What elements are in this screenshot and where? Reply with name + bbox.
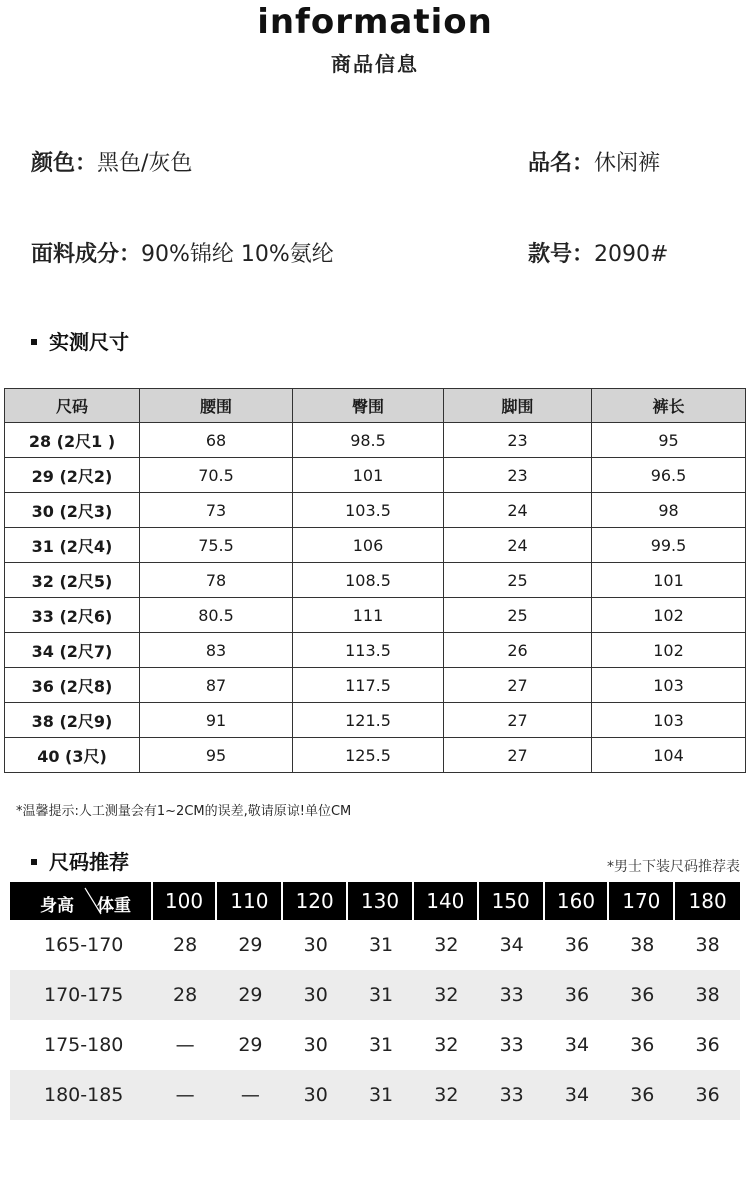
size-cell: 38 (2尺9) [5, 703, 140, 738]
recommended-size-cell: — [175, 1084, 195, 1106]
fabric-info [31, 237, 334, 268]
table-row [10, 1070, 740, 1120]
measurement-cell: 78 [140, 563, 293, 598]
measurement-cell: 104 [592, 738, 746, 773]
table-row [10, 970, 740, 1020]
measurement-cell: 125.5 [293, 738, 444, 773]
recommend-heading-text: 尺码推荐 [49, 850, 129, 874]
table-row [5, 633, 746, 668]
corner-header [10, 882, 153, 920]
recommended-size-cell: 38 [695, 934, 720, 956]
product-name-label: 品名： [528, 151, 595, 176]
recommended-size-cell: 30 [303, 984, 328, 1006]
measurement-cell: 68 [140, 423, 293, 458]
measurement-cell: 101 [592, 563, 746, 598]
recommend-subtitle: *男士下装尺码推荐表 [607, 859, 740, 875]
table-row [5, 423, 746, 458]
weight-header: 160 [545, 882, 610, 920]
column-header: 裤长 [592, 389, 746, 423]
recommended-size-cell: 32 [434, 1034, 459, 1056]
measurement-cell: 26 [444, 633, 592, 668]
recommended-size-cell: — [240, 1084, 260, 1106]
size-cell: 29 (2尺2) [5, 458, 140, 493]
measurement-cell: 91 [140, 703, 293, 738]
measurement-cell: 27 [444, 668, 592, 703]
table-row [5, 528, 746, 563]
measurement-cell: 102 [592, 598, 746, 633]
measure-heading-text: 实测尺寸 [49, 330, 129, 354]
recommended-size-cell: 32 [434, 934, 459, 956]
weight-header: 110 [217, 882, 283, 920]
measurement-cell: 24 [444, 493, 592, 528]
recommend-heading [31, 846, 129, 875]
size-cell: 31 (2尺4) [5, 528, 140, 563]
size-cell: 34 (2尺7) [5, 633, 140, 668]
recommended-size-cell: 31 [368, 984, 394, 1006]
recommended-size-cell: 32 [434, 1084, 459, 1106]
style-number-label: 款号： [528, 242, 595, 267]
weight-header: 180 [688, 889, 727, 913]
size-recommendation-table [10, 882, 740, 1120]
measurement-cell: 23 [444, 458, 592, 493]
recommended-size-cell: 28 [173, 984, 198, 1006]
recommended-size-cell: 36 [630, 984, 655, 1006]
column-header: 脚围 [444, 389, 592, 423]
recommended-size-cell: 36 [695, 1034, 720, 1056]
fabric-label: 面料成分： [31, 242, 142, 267]
square-bullet-icon [31, 859, 37, 865]
measurement-table-body [5, 423, 746, 773]
recommended-size-cell: 29 [238, 1034, 263, 1056]
fabric-value: 90%锦纶 10%氨纶 [141, 242, 334, 267]
measurement-cell: 95 [592, 423, 746, 458]
size-cell: 36 (2尺8) [5, 668, 140, 703]
page-title-cn: 商品信息 [331, 52, 419, 76]
recommended-size-cell: 30 [303, 1084, 328, 1106]
column-header: 尺码 [5, 389, 140, 423]
measurement-cell: 80.5 [140, 598, 293, 633]
weight-header: 170 [609, 882, 675, 920]
recommended-size-cell: 34 [499, 934, 524, 956]
recommendation-header-row [10, 882, 740, 920]
measurement-cell: 73 [140, 493, 293, 528]
recommended-size-cell: 31 [368, 1034, 394, 1056]
recommended-size-cell: 30 [303, 1034, 328, 1056]
measurement-cell: 117.5 [293, 668, 444, 703]
table-row [5, 563, 746, 598]
column-header: 臀围 [293, 389, 444, 423]
recommended-size-cell: — [175, 1034, 195, 1056]
measurement-cell: 98 [592, 493, 746, 528]
weight-header: 130 [348, 882, 414, 920]
column-header: 腰围 [140, 389, 293, 423]
size-cell: 30 (2尺3) [5, 493, 140, 528]
measurement-cell: 121.5 [293, 703, 444, 738]
height-range-cell: 175-180 [44, 1034, 124, 1056]
measurement-cell: 106 [293, 528, 444, 563]
product-name-info [528, 146, 660, 177]
weight-header: 120 [283, 882, 348, 920]
recommended-size-cell: 29 [238, 984, 263, 1006]
table-row [10, 920, 740, 970]
measurement-cell: 99.5 [592, 528, 746, 563]
weight-header: 150 [479, 882, 545, 920]
style-number-info [528, 237, 668, 268]
measurement-cell: 98.5 [293, 423, 444, 458]
table-row [5, 668, 746, 703]
weight-axis-label: 体重 [97, 896, 131, 916]
recommended-size-cell: 29 [238, 934, 263, 956]
measurement-cell: 23 [444, 423, 592, 458]
measurement-table [4, 388, 746, 773]
color-info [31, 146, 192, 177]
table-row [5, 738, 746, 773]
size-cell: 28 (2尺1 ) [5, 423, 140, 458]
measurement-cell: 111 [293, 598, 444, 633]
measurement-cell: 87 [140, 668, 293, 703]
recommended-size-cell: 28 [173, 934, 198, 956]
square-bullet-icon [31, 339, 37, 345]
recommended-size-cell: 31 [368, 1084, 394, 1106]
size-cell: 32 (2尺5) [5, 563, 140, 598]
page-title-en: information [257, 2, 493, 42]
recommended-size-cell: 33 [499, 984, 524, 1006]
recommended-size-cell: 32 [434, 984, 459, 1006]
measurement-cell: 24 [444, 528, 592, 563]
recommended-size-cell: 36 [695, 1084, 720, 1106]
recommended-size-cell: 36 [564, 934, 590, 956]
recommended-size-cell: 36 [630, 1034, 655, 1056]
measurement-cell: 75.5 [140, 528, 293, 563]
height-range-cell: 165-170 [44, 934, 124, 956]
recommended-size-cell: 38 [695, 984, 720, 1006]
product-name-value: 休闲裤 [594, 151, 661, 176]
measurement-cell: 103 [592, 668, 746, 703]
size-cell: 33 (2尺6) [5, 598, 140, 633]
height-range-cell: 170-175 [44, 984, 124, 1006]
table-row [5, 493, 746, 528]
recommended-size-cell: 36 [630, 1084, 655, 1106]
measurement-cell: 101 [293, 458, 444, 493]
measurement-cell: 27 [444, 738, 592, 773]
recommended-size-cell: 33 [499, 1084, 524, 1106]
measurement-cell: 95 [140, 738, 293, 773]
measurement-cell: 108.5 [293, 563, 444, 598]
recommendation-body [10, 920, 740, 1120]
table-row [5, 458, 746, 493]
recommended-size-cell: 36 [564, 984, 590, 1006]
measurement-cell: 70.5 [140, 458, 293, 493]
height-axis-label: 身高 [40, 896, 74, 916]
table-row [5, 703, 746, 738]
height-range-cell: 180-185 [44, 1084, 124, 1106]
recommended-size-cell: 31 [368, 934, 394, 956]
measurement-cell: 103.5 [293, 493, 444, 528]
color-value: 黑色/灰色 [97, 151, 193, 176]
recommended-size-cell: 33 [499, 1034, 524, 1056]
recommended-size-cell: 34 [564, 1034, 590, 1056]
recommended-size-cell: 38 [630, 934, 655, 956]
recommended-size-cell: 30 [303, 934, 328, 956]
measurement-cell: 103 [592, 703, 746, 738]
measurement-cell: 102 [592, 633, 746, 668]
measurement-cell: 27 [444, 703, 592, 738]
measurement-cell: 96.5 [592, 458, 746, 493]
measurement-cell: 25 [444, 563, 592, 598]
table-row [10, 1020, 740, 1070]
size-cell: 40 (3尺) [5, 738, 140, 773]
style-number-value: 2090# [594, 242, 669, 267]
weight-header: 100 [153, 882, 218, 920]
measurement-note: *温馨提示:人工测量会有1~2CM的误差,敬请原谅!单位CM [16, 804, 352, 819]
color-label: 颜色： [31, 151, 98, 176]
measurement-header-row [5, 389, 746, 423]
measurement-cell: 113.5 [293, 633, 444, 668]
measurement-cell: 25 [444, 598, 592, 633]
table-row [5, 598, 746, 633]
measure-heading [31, 326, 129, 355]
recommended-size-cell: 34 [564, 1084, 590, 1106]
weight-header: 140 [414, 882, 479, 920]
measurement-cell: 83 [140, 633, 293, 668]
